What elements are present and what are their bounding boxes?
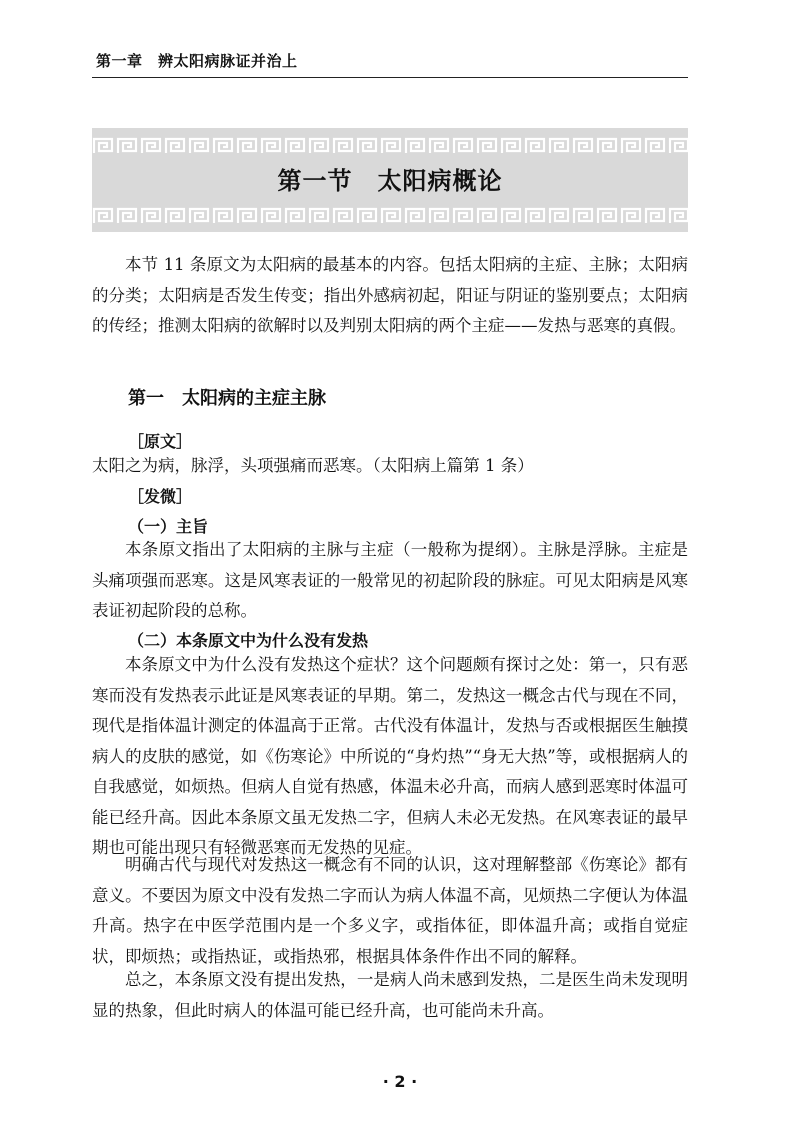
point1-paragraph: 本条原文指出了太阳病的主脉与主症（一般称为提纲）。主脉是浮脉。主症是头痛项强而恶寒。这是风寒表证的一般常见的初起阶段的脉症。可见太阳病是风寒表证初起阶段的总称。 xyxy=(92,540,688,620)
original-text: 太阳之为病，脉浮，头项强痛而恶寒。（太阳病上篇第 1 条） xyxy=(92,456,534,475)
section-banner xyxy=(92,128,688,232)
original-label: ［原文］ xyxy=(128,432,193,451)
fret-border-top xyxy=(92,136,688,156)
point2-paragraph-3: 总之，本条原文没有提出发热，一是病人尚未感到发热，二是医生尚未发现明显的热象，但此时病人的体温可能已经升高，也可能尚未升高。 xyxy=(92,970,688,1020)
fret-border-bottom xyxy=(92,206,688,226)
point1-heading: （一）主旨 xyxy=(128,517,209,536)
point2-paragraph-2: 明确古代与现代对发热这一概念有不同的认识，这对理解整部《伤寒论》都有意义。不要因为原文中没有发热二字而认为病人体温不高，见烦热二字便认为体温升高。热字在中医学范围内是一个多义字，或指体征，即体温升高；或指自觉症状，即烦热；或指热证，或指热邪，根据具体条件作出不同的解释。 xyxy=(92,855,688,966)
page-number: · 2 · xyxy=(382,1072,418,1091)
commentary-label: ［发微］ xyxy=(128,487,193,506)
subsection-title: 第一 太阳病的主症主脉 xyxy=(128,388,326,409)
point2-paragraph-1: 本条原文中为什么没有发热这个症状？这个问题颇有探讨之处：第一，只有恶寒而没有发热表示此证是风寒表证的早期。第二，发热这一概念古代与现在不同，现代是指体温计测定的体温高于正常。古代没有体温计，发热与否或根据医生触摸病人的皮肤的感觉，如《伤寒论》中所说的“身灼热”“身无大热”等，或根据病人的自我感觉，如烦热。但病人自觉有热感，体温未必升高，而病人感到恶寒时体温可能已经升高。因此本条原文虽无发热二字，但病人未必无发热。在风寒表证的最早期也可能出现只有轻微恶寒而无发热的见症。 xyxy=(92,655,688,857)
intro-paragraph: 本节 11 条原文为太阳病的最基本的内容。包括太阳病的主症、主脉；太阳病的分类；太阳病是否发生传变；指出外感病初起，阳证与阴证的鉴别要点；太阳病的传经；推测太阳病的欲解时以及判别太阳病的两个主症——发热与恶寒的真假。 xyxy=(92,255,688,335)
point2-heading: （二）本条原文中为什么没有发热 xyxy=(128,631,369,650)
header-rule xyxy=(92,77,688,78)
section-title: 第一节 太阳病概论 xyxy=(277,167,503,195)
running-header: 第一章 辨太阳病脉证并治上 xyxy=(96,52,298,70)
